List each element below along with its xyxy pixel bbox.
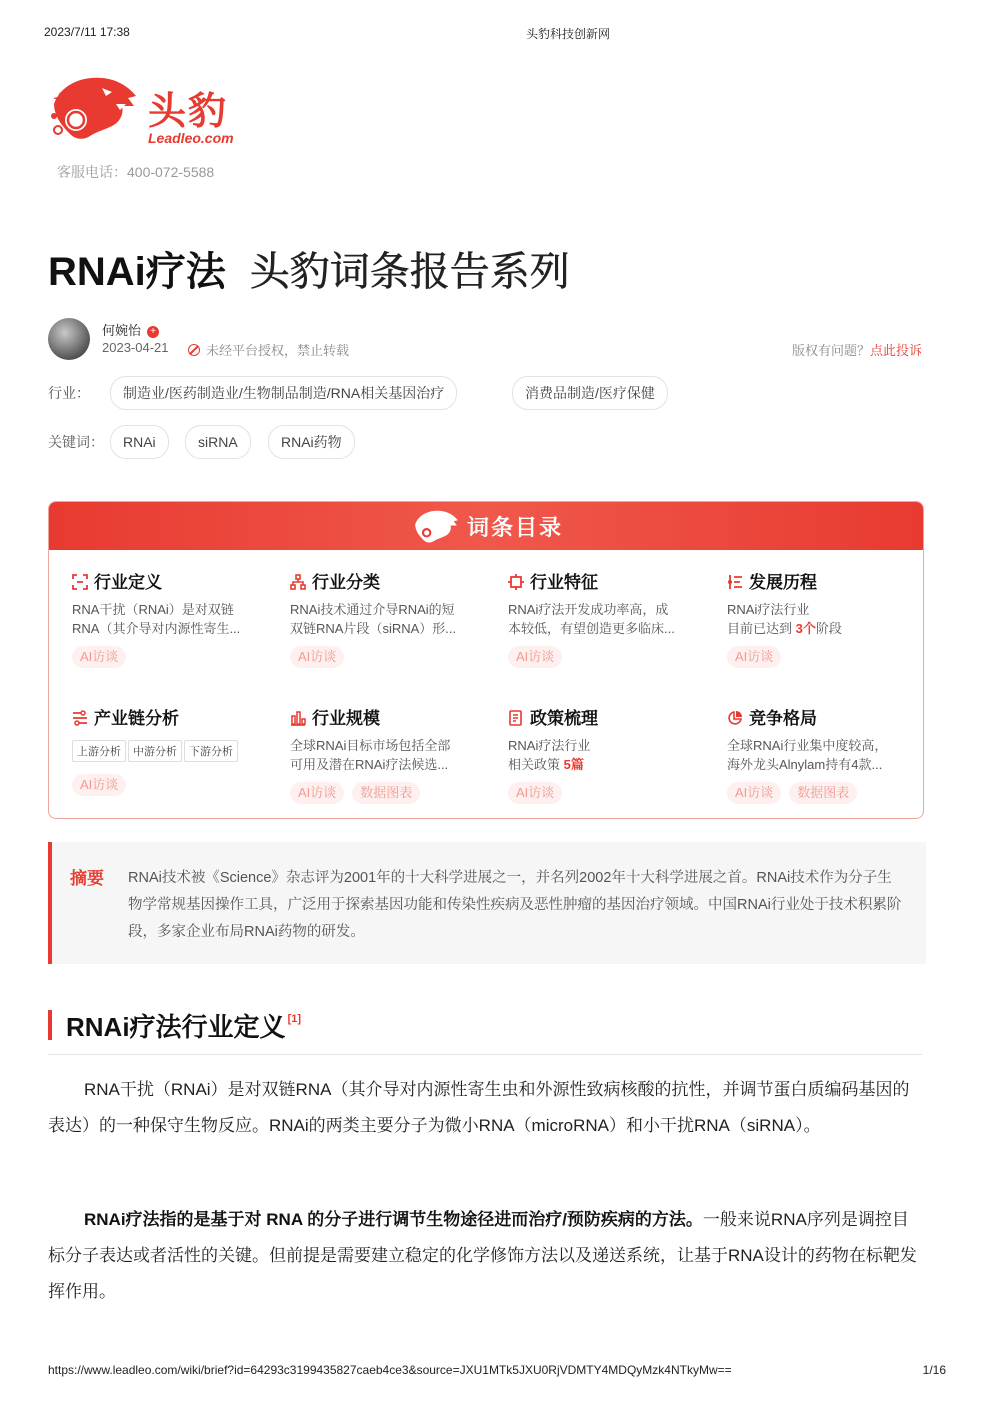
toc-item-desc: 目前已达到 [727,621,796,636]
reference-link[interactable]: [1] [287,1013,302,1025]
toc-item-definition[interactable] [72,572,262,668]
ai-interview-pill[interactable]: AI访谈 [72,646,126,668]
copyright-question: 版权有问题？ [791,343,870,358]
industry-label: 行业： [48,385,90,401]
classification-icon [290,574,306,590]
toc-item-title: 行业分类 [312,573,380,592]
toc-item-desc: 可用及潜在RNAi疗法候选... [290,757,449,772]
keyword-tag[interactable]: RNAi [110,425,169,459]
section-title [66,1007,301,1044]
keyword-tag[interactable]: siRNA [185,425,251,459]
toc-item-policy[interactable] [508,708,698,804]
toc-item-title: 产业链分析 [94,709,179,728]
ai-interview-pill[interactable]: AI访谈 [508,646,562,668]
author-name[interactable]: 何婉怡 [102,323,142,338]
toc-item-desc: RNAi疗法开发成功率高，成 [508,602,669,617]
print-site-name: 头豹科技创新网 [525,27,610,41]
toc-item-title: 行业定义 [94,573,162,592]
section-accent-bar [48,1010,52,1040]
downstream-analysis-button[interactable]: 下游分析 [184,740,238,762]
toc-item-classification[interactable] [290,572,480,668]
toc-item-desc: 阶段 [815,621,842,636]
toc-item-desc: 相关政策 [508,757,564,772]
brand-domain[interactable]: Leadleo.com [148,130,234,146]
data-chart-pill[interactable]: 数据图表 [352,782,420,804]
section-divider [48,1054,922,1055]
ai-interview-pill[interactable]: AI访谈 [727,646,781,668]
data-chart-pill[interactable]: 数据图表 [789,782,857,804]
feature-icon [508,574,524,590]
toc-item-title: 发展历程 [749,573,817,592]
toc-item-chain[interactable] [72,708,262,796]
toc-item-scale[interactable] [290,708,480,804]
toc-item-desc: 海外龙头Alnylam持有4款... [727,757,883,772]
author-badge-icon: + [147,326,159,338]
toc-item-desc: 全球RNAi目标市场包括全部 [290,738,451,753]
abstract-box [48,842,926,964]
definition-icon [72,574,88,590]
ai-interview-pill[interactable]: AI访谈 [727,782,781,804]
page-title [48,240,570,297]
toc-item-desc: RNA（其介导对内源性寄生... [72,621,241,636]
policy-count: 5篇 [563,757,584,772]
paragraph-bold-lead: RNAi疗法指的是基于对 RNA 的分子进行调节生物途径进而治疗/预防疾病的方法。 [84,1210,703,1229]
license-note [188,340,349,359]
footer-url: https://www.leadleo.com/wiki/brief?id=64293c3199435827caeb4ce3&source=JXU1MTk5JXU0RjVDMTY4MDQyMzk4NTkyMw== [48,1363,732,1377]
toc-item-title: 竞争格局 [749,709,817,728]
section-title-text: RNAi疗法行业定义 [66,1012,286,1042]
toc-item-desc: 全球RNAi行业集中度较高， [727,738,888,753]
title-series: 头豹词条报告系列 [249,250,570,294]
toc-item-desc: 本较低，有望创造更多临床... [508,621,675,636]
toc-item-history[interactable] [727,572,917,668]
brand-name[interactable]: 头豹 [148,91,229,133]
leopard-icon [411,508,461,546]
industry-tag[interactable]: 消费品制造/医疗保健 [512,376,668,410]
toc-item-feature[interactable] [508,572,698,668]
toc-header [49,502,923,550]
abstract-text: RNAi技术被《Science》杂志评为2001年的十大科学进展之一，并名列2002年十大科学进展之首。RNAi技术作为分子生物学常规基因操作工具，广泛用于探索基因功能和传染性疾病及恶性肿瘤的基因治疗领域。中国RNAi行业处于技术积累阶段，多家企业布局RNAi药物的研发。 [128,870,902,940]
title-main: RNAi疗法 [48,250,226,294]
toc-item-desc: RNAi技术通过介导RNAi的短 [290,602,455,617]
author-name-row[interactable] [102,320,159,339]
leopard-logo-icon[interactable] [46,74,142,144]
paragraph [48,1202,924,1310]
toc-item-competition[interactable] [727,708,917,804]
avatar[interactable] [48,318,90,360]
page-number: 1/16 [922,1363,946,1377]
toc-item-title: 行业规模 [312,709,380,728]
stage-count: 3个 [795,621,816,636]
ban-icon [188,344,200,356]
toc-item-title: 行业特征 [530,573,598,592]
copyright-notice [792,340,922,359]
pie-chart-icon [727,710,743,726]
ai-interview-pill[interactable]: AI访谈 [290,646,344,668]
complaint-link[interactable]: 点此投诉 [869,343,922,358]
bar-chart-icon [290,710,306,726]
print-datetime: 2023/7/11 17:38 [44,25,130,39]
toc-item-title: 政策梳理 [530,709,598,728]
industry-tag[interactable]: 制造业/医药制造业/生物制品制造/RNA相关基因治疗 [110,376,457,410]
midstream-analysis-button[interactable]: 中游分析 [128,740,182,762]
paragraph: RNA干扰（RNAi）是对双链RNA（其介导对内源性寄生虫和外源性致病核酸的抗性，并调节蛋白质编码基因的表达）的一种保守生物反应。RNAi的两类主要分子为微小RNA（microRNA）和小干扰RNA（siRNA）。 [48,1080,910,1135]
toc-title: 词条目录 [467,515,564,540]
policy-icon [508,710,524,726]
ai-interview-pill[interactable]: AI访谈 [290,782,344,804]
publish-date: 2023-04-21 [102,340,169,355]
toc-panel [48,501,924,819]
keyword-tag[interactable]: RNAi药物 [268,425,355,459]
upstream-analysis-button[interactable]: 上游分析 [72,740,126,762]
paragraph-text: 一般来说RNA序列是调控目标分子表达或者活性的关键。但前提是需要建立稳定的化学修饰方法以及递送系统，让基于RNA设计的药物在标靶发挥作用。 [48,1210,917,1301]
chain-icon [72,710,88,726]
toc-item-desc: RNAi疗法行业 [727,602,810,617]
keywords-label: 关键词： [48,434,104,450]
license-note-text: 未经平台授权，禁止转载 [206,343,350,358]
ai-interview-pill[interactable]: AI访谈 [72,774,126,796]
toc-item-desc: RNA干扰（RNAi）是对双链 [72,602,234,617]
history-icon [727,574,743,590]
ai-interview-pill[interactable]: AI访谈 [508,782,562,804]
service-phone: 客服电话：400-072-5588 [57,164,215,180]
toc-item-desc: RNAi疗法行业 [508,738,591,753]
toc-item-desc: 双链RNA片段（siRNA）形... [290,621,457,636]
abstract-label: 摘要 [70,869,104,888]
